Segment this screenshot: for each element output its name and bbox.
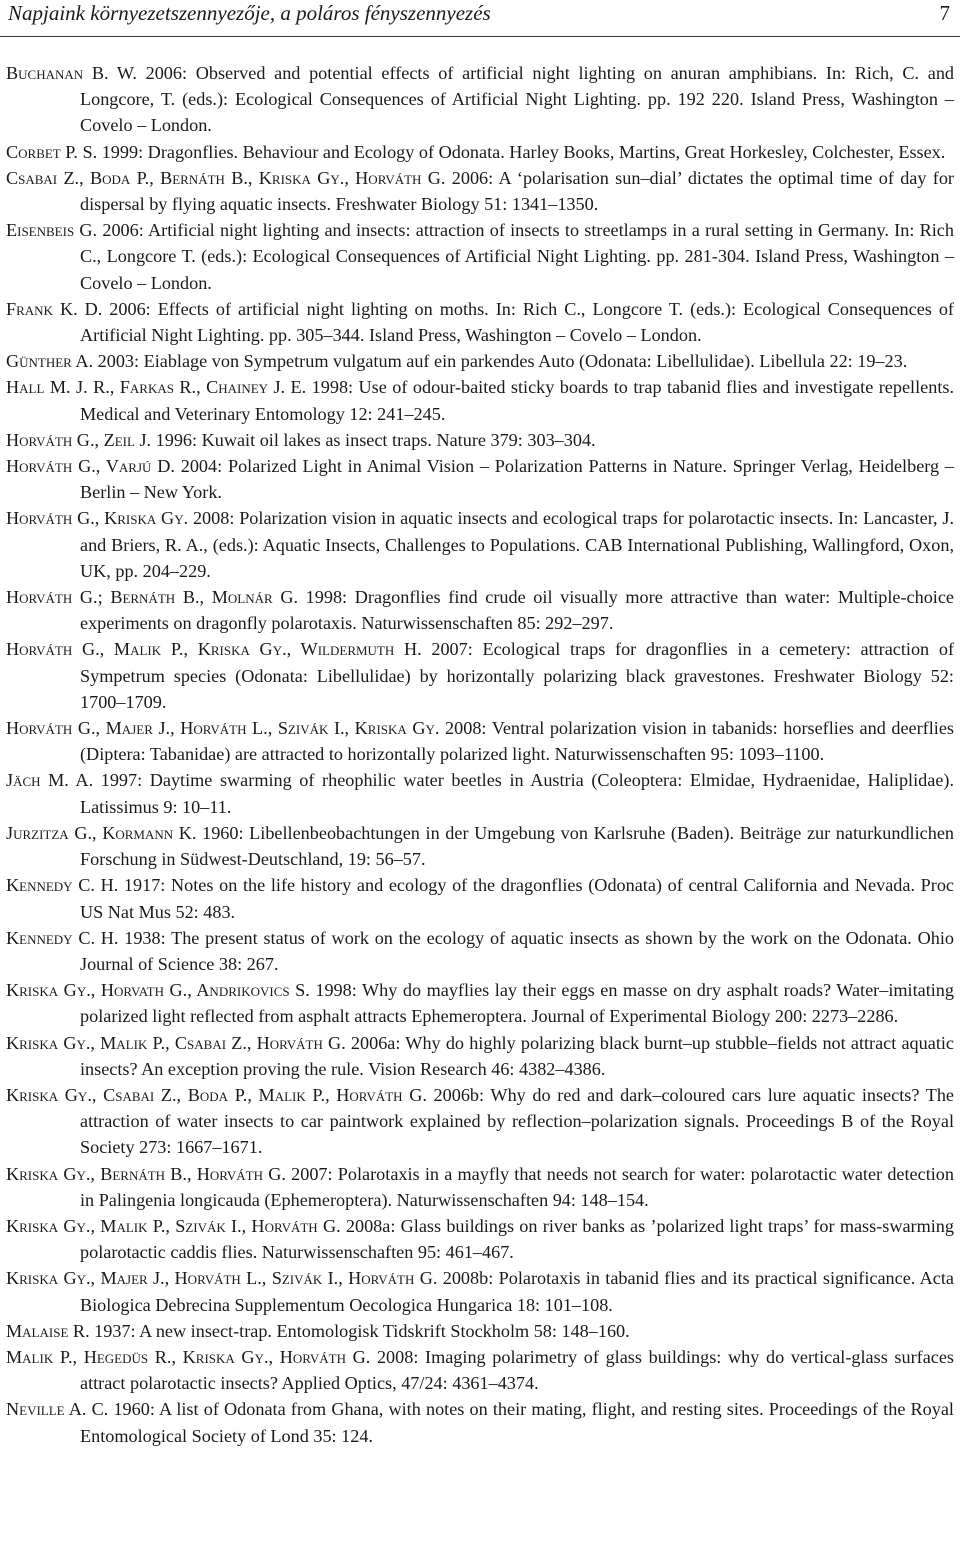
reference-authors: Buchanan B. W.: [6, 63, 137, 83]
reference-authors: Jäch M. A.: [6, 770, 94, 791]
reference-authors: Horváth G., Zeil J.: [6, 429, 152, 450]
reference-details: 2003: Eiablage von Sympetrum vulgatum auf ein parkendes Auto (Odonata: Libellulidae). Libellula 22: 19–23.: [93, 351, 908, 372]
reference-entry: [6, 1265, 954, 1317]
reference-authors: Günther A.: [6, 351, 94, 372]
reference-authors: Kriska Gy., Bernáth B., Horváth G.: [6, 1163, 286, 1184]
reference-authors: Horváth G., Varjú D.: [6, 456, 175, 477]
reference-authors: Kriska Gy., Malik P., Csabai Z., Horváth G.: [6, 1032, 346, 1053]
reference-details: 2008: Imaging polarimetry of glass buildings: why do vertical-glass surfaces attract polarotactic insects? Applied Optics, 47/24: 4361–4374.: [80, 1346, 955, 1394]
reference-entry: [6, 1161, 954, 1213]
reference-authors: Eisenbeis G.: [6, 220, 98, 241]
reference-details: 2006: Effects of artificial night lighting on moths. In: Rich C., Longcore T. (eds.): Ecological Consequences of Artificial Night Lighting. pp. 305–344. Island Press, Washington – Covelo – London.: [80, 298, 954, 346]
reference-details: 2006a: Why do highly polarizing black burnt–up stubble–fields not attract aquatic insects? An exception proving the rule. Vision Research 46: 4382–4386.: [80, 1032, 954, 1079]
reference-entry: [6, 925, 954, 977]
reference-entry: [6, 165, 954, 217]
reference-entry: [6, 872, 954, 924]
reference-details: 2008b: Polarotaxis in tabanid flies and its practical significance. Acta Biologica Debrecina Supplementum Oecologica Hungarica 18: 101–108.: [80, 1268, 954, 1315]
reference-authors: Kennedy C. H.: [6, 875, 119, 896]
reference-authors: Horváth G., Kriska Gy.: [6, 508, 189, 529]
reference-authors: Hall M. J. R., Farkas R., Chainey J. E.: [6, 377, 307, 398]
reference-details: 1937: A new insect-trap. Entomologisk Tidskrift Stockholm 58: 148–160.: [89, 1320, 630, 1341]
reference-details: 1960: Libellenbeobachtungen in der Umgebung von Karlsruhe (Baden). Beiträge zur naturkundlichen Forschung in Südwest-Deutschland, 19: 56–57.: [80, 822, 954, 870]
reference-details: 1998: Use of odour-baited sticky boards to trap tabanid flies and investigate repellents. Medical and Veterinary Entomology 12: 241–245.: [80, 377, 954, 424]
reference-authors: Csabai Z., Boda P., Bernáth B., Kriska Gy., Horváth G.: [6, 167, 446, 188]
reference-entry: [6, 427, 954, 453]
reference-entry: [6, 1344, 954, 1396]
reference-entry: [6, 977, 954, 1029]
reference-details: 2006: Observed and potential effects of artificial night lighting on anuran amphibians. In: Rich, C. and Longcore, T. (eds.): Ecological Consequences of Artificial Night Lighting. pp. 192 220. Island Press, Washington – Covelo – London.: [80, 63, 955, 136]
page-header: [0, 0, 960, 37]
reference-authors: Kriska Gy., Majer J., Horváth L., Szivák I., Horváth G.: [6, 1268, 438, 1289]
reference-entry: [6, 139, 954, 165]
reference-details: 1998: Dragonflies find crude oil visually more attractive than water: Multiple-choice experiments on dragonfly polarotaxis. Naturwissenschaften 85: 292–297.: [80, 587, 954, 634]
reference-details: 1998: Why do mayflies lay their eggs en masse on dry asphalt roads? Water–imitating polarized light reflected from asphalt attracts Ephemeroptera. Journal of Experimental Biology 200: 2273–2286.: [80, 980, 954, 1027]
reference-authors: Jurzitza G., Kormann K.: [6, 822, 197, 843]
page-number: 7: [939, 1, 950, 25]
reference-details: 2007: Ecological traps for dragonflies in a cemetery: attraction of Sympetrum species (Odonata: Libellulidae) by horizontally polarizing black gravestones. Freshwater Biology 52: 1700–1709.: [80, 639, 955, 712]
reference-details: 2008: Ventral polarization vision in tabanids: horseflies and deerflies (Diptera: Tabanidae) are attracted to horizontally polarized light. Naturwissenschaften 95: 1093–1100.: [80, 718, 954, 765]
reference-authors: Horváth G., Majer J., Horváth L., Szivák I., Kriska Gy.: [6, 718, 440, 739]
reference-authors: Horváth G., Malik P., Kriska Gy., Wildermuth H.: [6, 639, 422, 660]
reference-authors: Kriska Gy., Horvath G., Andrikovics S.: [6, 980, 310, 1001]
reference-details: 2008a: Glass buildings on river banks as ’polarized light traps’ for mass-swarming polarotactic caddis flies. Naturwissenschaften 95: 461–467.: [80, 1215, 954, 1263]
reference-entry: [6, 217, 954, 296]
reference-entry: [6, 1030, 954, 1082]
reference-details: 1938: The present status of work on the ecology of aquatic insects as shown by the work on the Odonata. Ohio Journal of Science 38: 267.: [80, 927, 954, 974]
reference-details: 2004: Polarized Light in Animal Vision – Polarization Patterns in Nature. Springer Verlag, Heidelberg – Berlin – New York.: [80, 456, 955, 503]
reference-details: 2006: Artificial night lighting and insects: attraction of insects to streetlamps in a rural setting in Germany. In: Rich C., Longcore T. (eds.): Ecological Consequences of Artificial Night Lighting. pp. 281-304. Island Press, Washington – Covelo – London.: [80, 220, 954, 293]
reference-details: 2006: A ‘polarisation sun–dial’ dictates the optimal time of day for dispersal by flying aquatic insects. Freshwater Biology 51: 1341–1350.: [80, 167, 954, 215]
running-title: Napjaink környezetszennyezője, a poláros fényszennyezés: [8, 1, 491, 25]
reference-details: 1997: Daytime swarming of rheophilic water beetles in Austria (Coleoptera: Elmidae, Hydraenidae, Haliplidae). Latissimus 9: 10–11.: [80, 770, 954, 817]
reference-authors: Kriska Gy., Malik P., Szivák I., Horváth G.: [6, 1215, 341, 1236]
reference-entry: [6, 636, 954, 715]
reference-list: [6, 60, 954, 1449]
reference-entry: [6, 505, 954, 584]
reference-details: 1996: Kuwait oil lakes as insect traps. Nature 379: 303–304.: [151, 429, 596, 450]
reference-details: 2007: Polarotaxis in a mayfly that needs not search for water: polarotactic water detection in Palingenia longicauda (Ephemeroptera). Naturwissenschaften 94: 148–154.: [80, 1163, 954, 1210]
reference-authors: Horváth G.; Bernáth B., Molnár G.: [6, 587, 299, 608]
reference-entry: [6, 1396, 954, 1448]
reference-entry: [6, 715, 954, 767]
reference-authors: Malik P., Hegedüs R., Kriska Gy., Horváth G.: [6, 1346, 371, 1367]
reference-entry: [6, 348, 954, 374]
reference-entry: [6, 584, 954, 636]
reference-entry: [6, 374, 954, 426]
reference-entry: [6, 820, 954, 872]
reference-entry: [6, 1318, 954, 1344]
reference-authors: Malaise R.: [6, 1320, 90, 1341]
reference-details: 1917: Notes on the life history and ecology of the dragonflies (Odonata) of central California and Nevada. Proc US Nat Mus 52: 483.: [80, 875, 954, 922]
reference-entry: [6, 767, 954, 819]
reference-authors: Frank K. D.: [6, 298, 103, 319]
reference-authors: Neville A. C.: [6, 1399, 109, 1420]
reference-entry: [6, 1082, 954, 1161]
reference-authors: Kennedy C. H.: [6, 927, 119, 948]
reference-details: 1999: Dragonflies. Behaviour and Ecology of Odonata. Harley Books, Martins, Great Horkesley, Colchester, Essex.: [97, 141, 946, 162]
reference-authors: Corbet P. S.: [6, 141, 98, 162]
reference-entry: [6, 453, 954, 505]
reference-details: 2008: Polarization vision in aquatic insects and ecological traps for polarotactic insects. In: Lancaster, J. and Briers, R. A., (eds.): Aquatic Insects, Challenges to Populations. CAB International Publishing, Wallingford, Oxon, UK, pp. 204–229.: [80, 508, 955, 581]
reference-details: 2006b: Why do red and dark–coloured cars lure aquatic insects? The attraction of water insects to car paintwork explained by reflection–polarization signals. Proceedings B of the Royal Society 273: 1667–1671.: [80, 1084, 955, 1158]
reference-entry: [6, 1213, 954, 1265]
reference-authors: Kriska Gy., Csabai Z., Boda P., Malik P., Horváth G.: [6, 1084, 427, 1105]
reference-entry: [6, 296, 954, 348]
reference-entry: [6, 60, 954, 139]
reference-details: 1960: A list of Odonata from Ghana, with notes on their mating, flight, and resting sites. Proceedings of the Royal Entomological Society of Lond 35: 124.: [80, 1399, 954, 1446]
